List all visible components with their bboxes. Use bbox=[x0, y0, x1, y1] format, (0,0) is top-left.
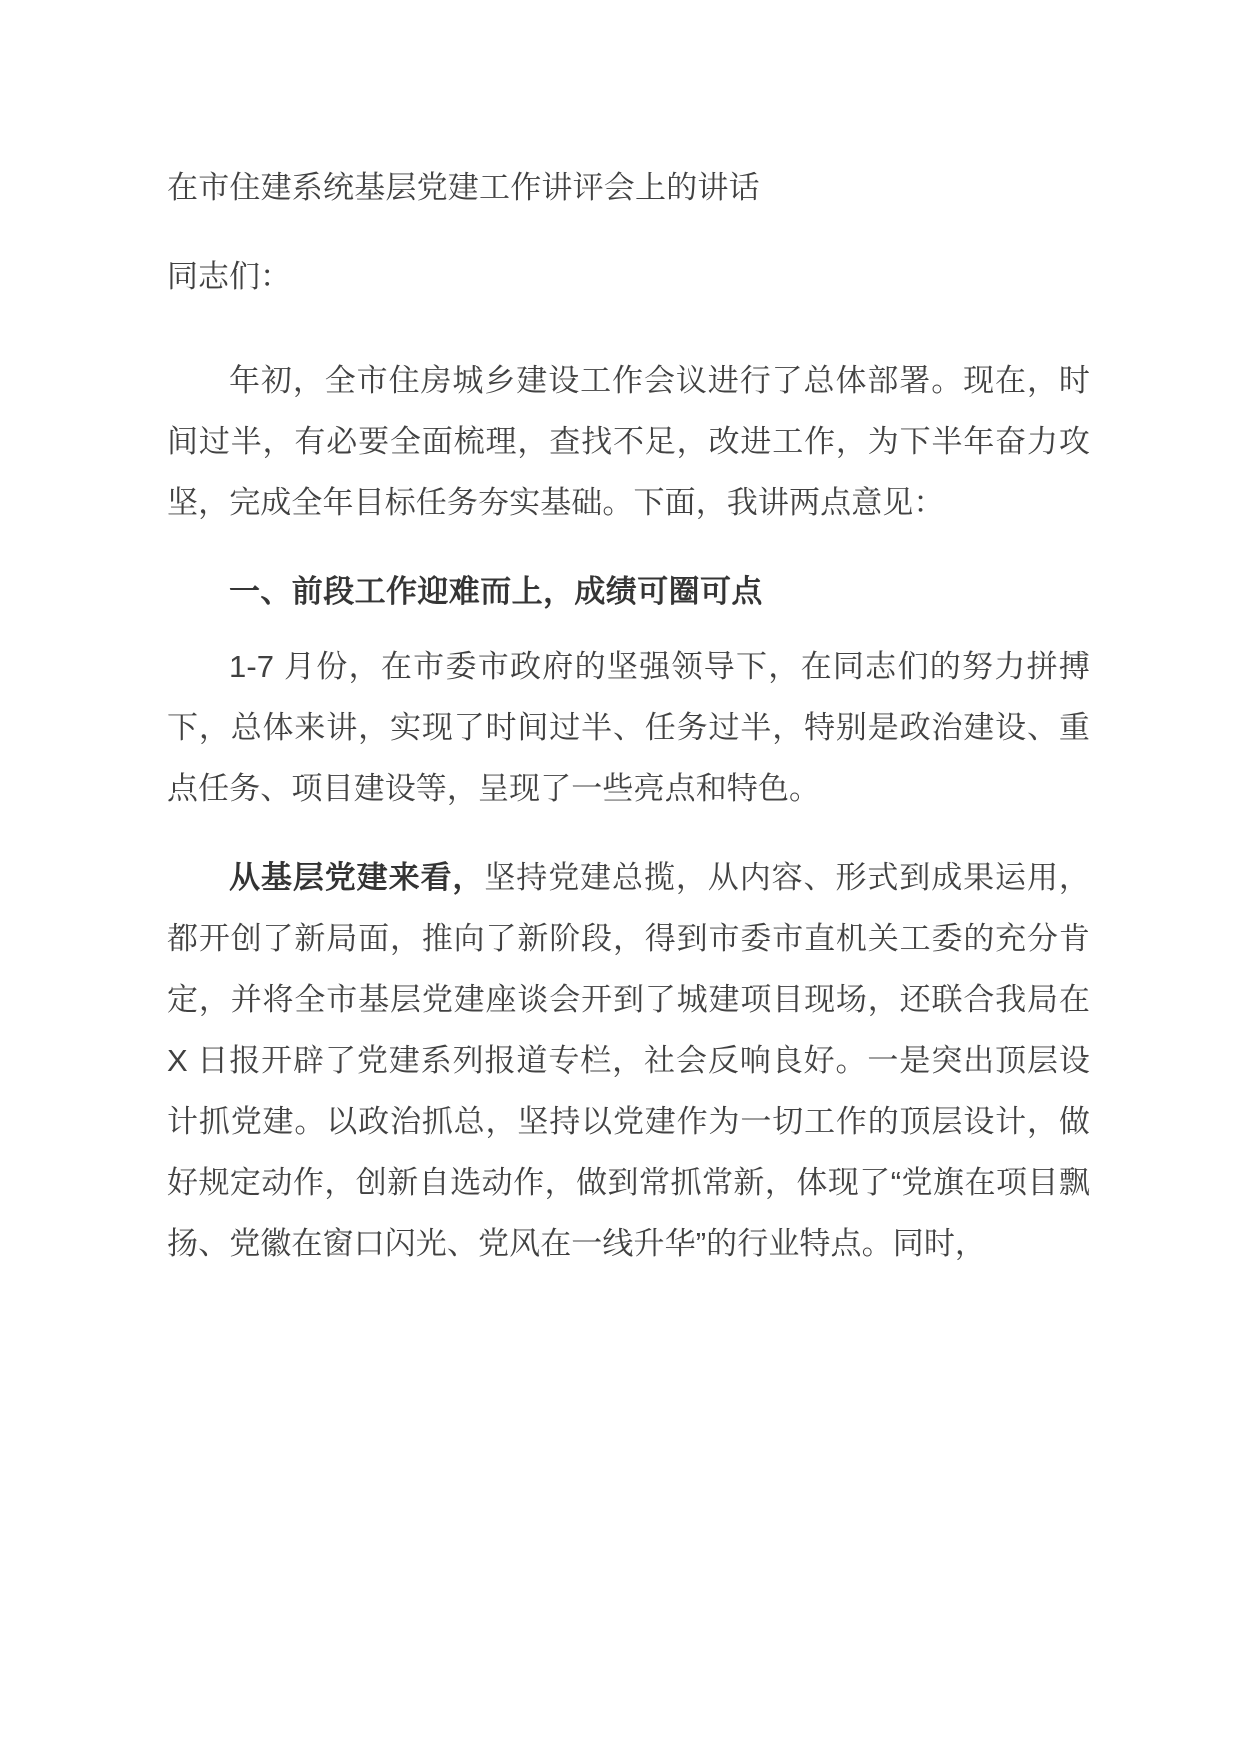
section-heading-one: 一、前段工作迎难而上，成绩可圈可点 bbox=[229, 574, 763, 609]
paragraph-body-text: 坚持党建总揽，从内容、形式到成果运用，都开创了新局面，推向了新阶段，得到市委市直机关工委的充分肯定，并将全市基层党建座谈会开到了城建项目现场，还联合我局在 X 日报开辟了党建系列报道专栏，社会反响良好。一是突出顶层设计抓党建。以政治抓总，坚持以党建作为一切工作的顶层设计，做好规定动作，创新自选动作，做到常抓常新，体现了“党旗在项目飘扬、党徽在窗口闪光、党风在一线升华”的行业特点。同时， bbox=[167, 860, 1090, 1261]
paragraph-lead-bold: 从基层党建来看， bbox=[229, 860, 485, 895]
section-one-paragraph-two bbox=[167, 847, 1090, 1274]
intro-paragraph: 年初，全市住房城乡建设工作会议进行了总体部署。现在，时间过半，有必要全面梳理，查找不足，改进工作，为下半年奋力攻坚，完成全年目标任务夯实基础。下面，我讲两点意见： bbox=[167, 363, 1090, 520]
salutation: 同志们： bbox=[167, 259, 291, 294]
document-title: 在市住建系统基层党建工作讲评会上的讲话 bbox=[167, 170, 760, 205]
section-one-paragraph-one: 1-7 月份，在市委市政府的坚强领导下，在同志们的努力拼搏下，总体来讲，实现了时间过半、任务过半，特别是政治建设、重点任务、项目建设等，呈现了一些亮点和特色。 bbox=[167, 649, 1090, 806]
